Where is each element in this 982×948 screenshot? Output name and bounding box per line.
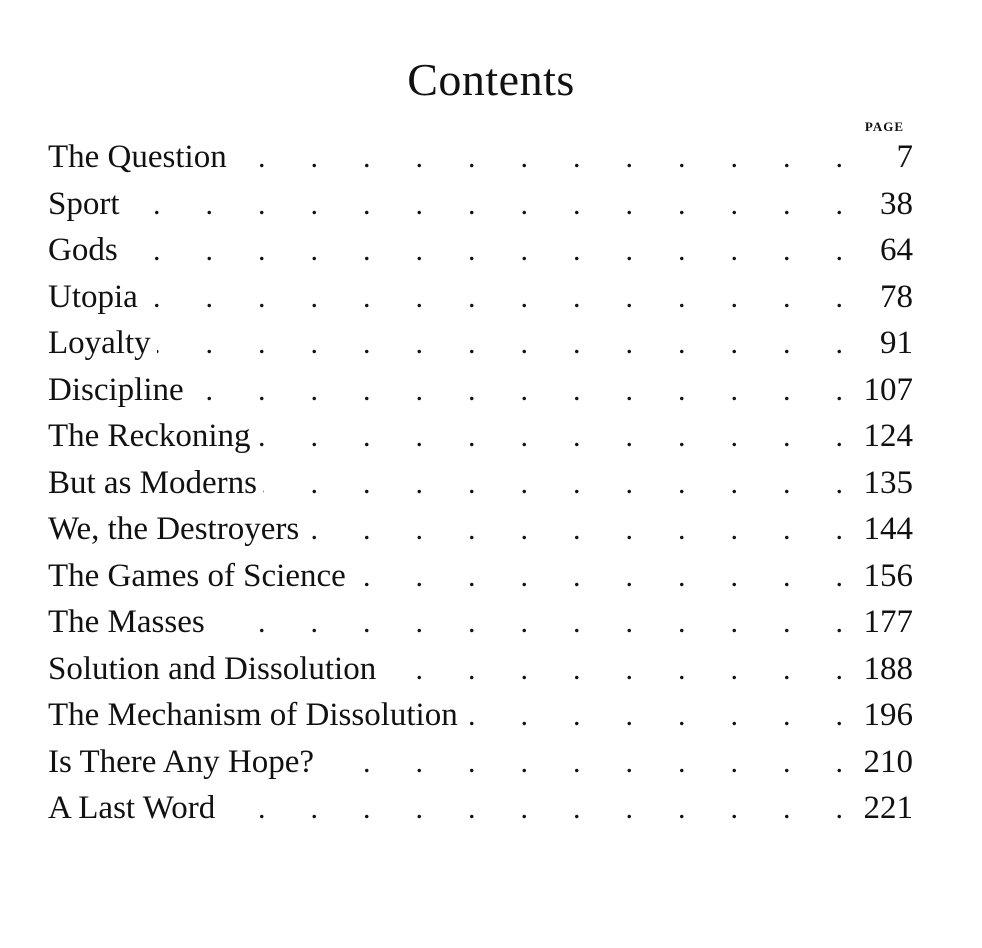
toc-entry-title: Solution and Dissolution <box>48 646 382 693</box>
toc-entry <box>48 227 913 274</box>
dot-leader <box>257 413 843 461</box>
toc-entry-title: Utopia <box>48 274 144 321</box>
toc-entry <box>48 506 913 553</box>
toc-entry-page: 64 <box>880 232 913 268</box>
toc-entry-title: The Masses <box>48 599 211 646</box>
dot-leader <box>190 367 843 415</box>
toc-entry-page: 38 <box>880 185 913 222</box>
toc-entry-page: 221 <box>863 790 913 826</box>
toc-entry-page: 135 <box>863 464 913 501</box>
dot-leader <box>464 692 843 740</box>
toc-entry <box>48 692 913 739</box>
dot-leader <box>233 134 843 182</box>
toc-entry-title: Is There Any Hope? <box>48 739 320 786</box>
dot-leader <box>211 599 843 647</box>
toc-entry <box>48 460 913 507</box>
toc-entry-title: We, the Destroyers <box>48 506 305 553</box>
toc-entry <box>48 413 913 460</box>
toc-entry <box>48 274 913 321</box>
toc-entry <box>48 320 913 367</box>
toc-entry <box>48 646 913 693</box>
dot-leader <box>157 320 843 368</box>
toc-entry <box>48 599 913 646</box>
toc-entry-title: Gods <box>48 227 124 274</box>
toc-entry-title: Discipline <box>48 367 190 414</box>
toc-entry <box>48 181 913 228</box>
toc-entry-title: The Question <box>48 134 233 181</box>
toc-entry-page: 177 <box>863 604 913 640</box>
dot-leader <box>124 227 843 275</box>
dot-leader <box>320 739 843 787</box>
toc-entry-page: 210 <box>863 743 913 780</box>
toc-entry-page: 196 <box>863 697 913 733</box>
toc-entry-title: Loyalty <box>48 320 157 367</box>
toc-entry-title: The Mechanism of Dissolution <box>48 692 464 739</box>
toc-entry-title: The Games of Science <box>48 553 352 600</box>
table-of-contents <box>48 134 913 832</box>
toc-entry <box>48 553 913 600</box>
toc-entry-title: But as Moderns <box>48 460 263 507</box>
toc-entry <box>48 739 913 786</box>
dot-leader <box>221 785 843 833</box>
dot-leader <box>126 181 843 229</box>
toc-entry <box>48 367 913 414</box>
toc-entry-page: 188 <box>863 650 913 687</box>
toc-entry-page: 124 <box>863 418 913 454</box>
dot-leader <box>352 553 843 601</box>
dot-leader <box>144 274 843 322</box>
toc-entry-page: 7 <box>896 139 913 175</box>
toc-entry-page: 91 <box>880 325 913 361</box>
toc-entry-title: A Last Word <box>48 785 221 832</box>
dot-leader <box>305 506 843 554</box>
dot-leader <box>382 646 843 694</box>
toc-entry-page: 144 <box>863 511 913 547</box>
toc-entry-title: Sport <box>48 181 126 228</box>
toc-entry-page: 156 <box>863 557 913 594</box>
toc-entry <box>48 785 913 832</box>
toc-entry-page: 107 <box>863 371 913 408</box>
dot-leader <box>263 460 843 508</box>
page-title: Contents <box>407 54 575 105</box>
page-column-header: PAGE <box>864 119 904 134</box>
toc-entry-title: The Reckoning <box>48 413 257 460</box>
toc-entry <box>48 134 913 181</box>
toc-entry-page: 78 <box>880 278 913 315</box>
